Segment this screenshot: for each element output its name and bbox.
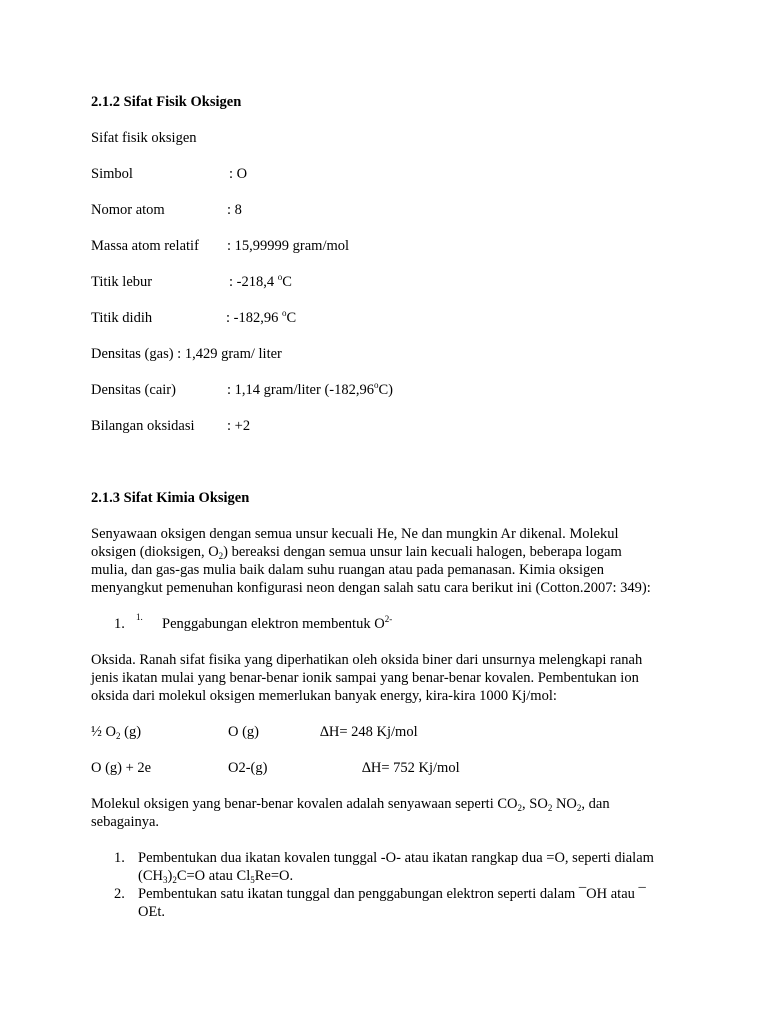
prop-label-densitas-cair: Densitas (cair) [91,382,176,398]
list-item-marker: 1. [136,612,143,622]
equation-1-reactant: ½ $O_2$ (g) [91,724,142,741]
paragraph-3-line-2: sebagainya. [91,814,160,830]
prop-value-simbol: : O [229,166,248,182]
equation-1-product: O (g) [228,724,260,740]
paragraph-2-line-2: jenis ikatan mulai yang benar-benar ionik sampai yang benar-benar kovalen. Pembentukan ion [91,670,639,686]
paragraph-1-line-4: menyangkut pemenuhan konfigurasi neon dengan salah satu cara berikut ini (Cotton.2007: 349): [91,580,651,596]
prop-value-densitas-cair: : 1,14 gram/liter (-182,96$^o$C) [227,380,393,398]
prop-value-massa-atom: : 15,99999 gram/mol [227,238,350,254]
paragraph-1-line-1: Senyawaan oksigen dengan semua unsur kecuali He, Ne dan mungkin Ar dikenal. Molekul [91,526,619,542]
list2-item-2-line-1: Pembentukan satu ikatan tunggal dan penggabungan elektron seperti dalam ¯OH atau ¯ [138,886,646,902]
prop-value-bilangan-oksidasi: : +2 [227,418,251,434]
prop-value-titik-didih: : -182,96 $^o$C [226,308,297,326]
prop-label-bilangan-oksidasi: Bilangan oksidasi [91,418,195,434]
paragraph-1-line-2: oksigen (dioksigen, $O_2$) bereaksi dengan semua unsur lain kecuali halogen, beberapa logam [91,544,622,561]
prop-label-titik-didih: Titik didih [91,310,153,326]
list-item-electron-gain: Penggabungan elektron membentuk $O^{2-}$ [162,614,393,632]
list-item-number: 1. [114,616,125,632]
paragraph-2-line-1: Oksida. Ranah sifat fisika yang diperhatikan oleh oksida biner dari unsurnya melengkapi ranah [91,652,643,668]
prop-value-titik-lebur: : -218,4 $^o$C [229,272,292,290]
paragraph-1-line-3: mulia, dan gas-gas mulia baik dalam suhu ruangan atau pada pemanasan. Kimia oksigen [91,562,604,578]
prop-label-simbol: Simbol [91,166,133,182]
prop-label-nomor-atom: Nomor atom [91,202,165,218]
list2-item-1-number: 1. [114,850,125,866]
paragraph-2-line-3: oksida dari molekul oksigen memerlukan banyak energy, kira-kira 1000 Kj/mol: [91,688,557,704]
intro-text: Sifat fisik oksigen [91,130,197,146]
prop-label-massa-atom: Massa atom relatif [91,238,199,254]
prop-value-nomor-atom: : 8 [227,202,242,218]
paragraph-3-line-1: Molekul oksigen yang benar-benar kovalen adalah senyawaan seperti $CO_2$, $SO_2$ $NO_2$, dan [91,796,610,813]
list2-item-1-line-2: $(CH_3)_2C=O$ atau $Cl_5Re=O$. [138,868,294,885]
equation-2-enthalpy: ∆H= 752 Kj/mol [362,760,460,776]
list2-item-1-line-1: Pembentukan dua ikatan kovalen tunggal -O- atau ikatan rangkap dua =O, seperti dialam [138,850,654,866]
section-heading-2-1-3: 2.1.3 Sifat Kimia Oksigen [91,490,250,506]
prop-label-titik-lebur: Titik lebur [91,274,153,290]
equation-1-enthalpy: ∆H= 248 Kj/mol [320,724,418,740]
equation-2-reactant: O (g) + 2e [91,760,152,776]
prop-line-densitas-gas: Densitas (gas) : 1,429 gram/ liter [91,346,282,362]
list2-item-2-number: 2. [114,886,125,902]
list2-item-2-line-2: OEt. [138,904,165,920]
section-heading-2-1-2: 2.1.2 Sifat Fisik Oksigen [91,94,242,110]
equation-2-product: O2-(g) [228,760,268,776]
